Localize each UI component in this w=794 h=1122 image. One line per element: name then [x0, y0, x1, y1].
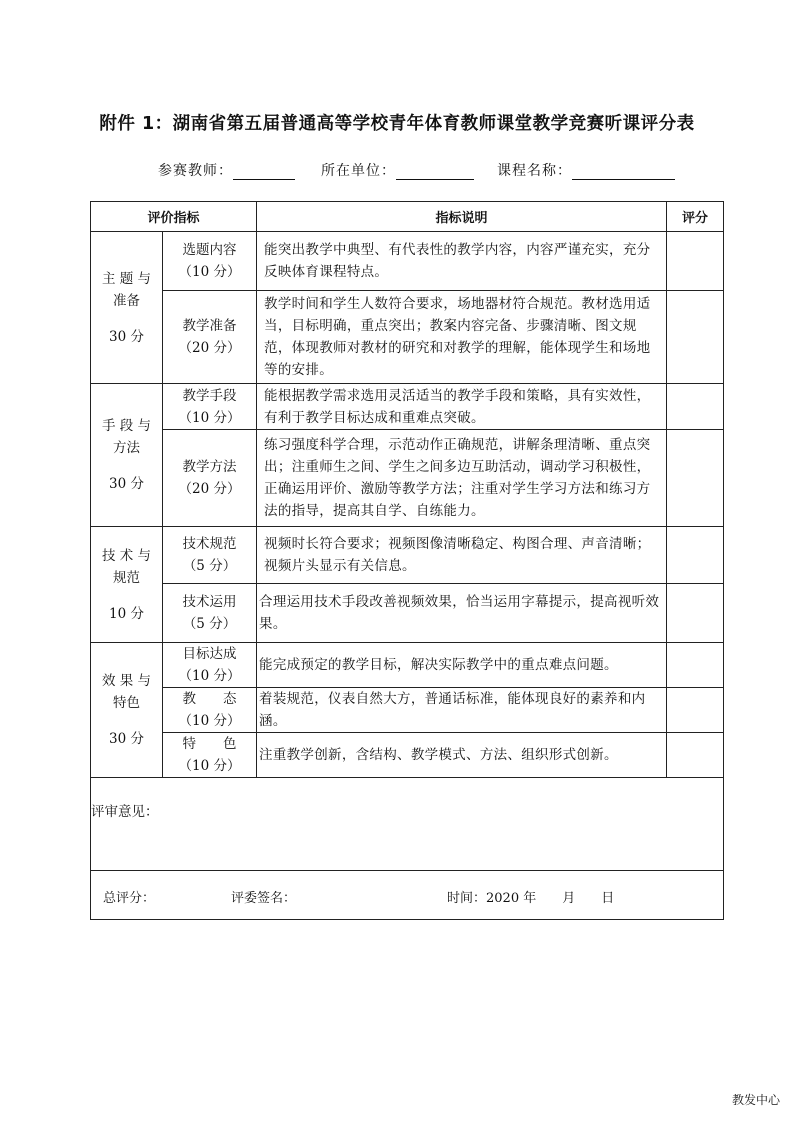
- table-row: [91, 688, 724, 733]
- score-cell[interactable]: [667, 384, 724, 430]
- sub-points: （10 分）: [178, 713, 241, 729]
- table-row: [91, 643, 724, 688]
- course-field[interactable]: [572, 165, 675, 180]
- description-cell: 视频时长符合要求；视频图像清晰稳定、构图合理、声音清晰；视频片头显示有关信息。: [257, 527, 667, 584]
- score-cell[interactable]: [667, 733, 724, 778]
- total-score-label: 总评分：: [103, 891, 156, 906]
- opinion-row: [91, 778, 724, 871]
- sub-criterion: [163, 291, 257, 384]
- sub-points: （10 分）: [178, 758, 241, 774]
- teacher-label: 参赛教师：: [158, 163, 233, 179]
- judge-signature-label: 评委签名：: [231, 891, 297, 906]
- score-cell[interactable]: [667, 688, 724, 733]
- category-points: 30 分: [109, 328, 144, 345]
- sub-points: （10 分）: [178, 409, 241, 426]
- category-name: 主 题 与 准备: [101, 270, 152, 309]
- category-cell: [91, 232, 163, 384]
- table-row: [91, 584, 724, 643]
- header-score: 评分: [667, 202, 724, 232]
- score-cell[interactable]: [667, 527, 724, 584]
- category-name: 技 术 与 规范: [101, 547, 152, 586]
- sub-points: （10 分）: [178, 264, 241, 280]
- category-points: 30 分: [109, 476, 144, 492]
- description-cell: 能突出教学中典型、有代表性的教学内容，内容严谨充实，充分反映体育课程特点。: [257, 232, 667, 291]
- sub-name: 教学手段: [182, 387, 237, 404]
- table-row: [91, 232, 724, 291]
- table-row: [91, 291, 724, 384]
- unit-label: 所在单位：: [321, 163, 396, 179]
- sub-points: （20 分）: [178, 481, 241, 497]
- description-cell: 合理运用技术手段改善视频效果，恰当运用字幕提示，提高视听效果。: [257, 584, 667, 643]
- footer-row: [91, 871, 724, 920]
- sub-criterion: [163, 527, 257, 584]
- category-name: 效 果 与 特色: [101, 673, 152, 711]
- description-cell: 着装规范，仪表自然大方，普通话标准，能体现良好的素养和内涵。: [257, 688, 667, 733]
- header-description: 指标说明: [257, 202, 667, 232]
- sub-criterion: [163, 232, 257, 291]
- description-cell: 注重教学创新，含结构、教学模式、方法、组织形式创新。: [257, 733, 667, 778]
- score-cell[interactable]: [667, 232, 724, 291]
- table-header-row: [91, 202, 724, 232]
- sub-criterion: [163, 688, 257, 733]
- category-points: 30 分: [109, 731, 144, 747]
- sub-points: （10 分）: [178, 668, 241, 684]
- table-row: [91, 384, 724, 430]
- table-row: [91, 430, 724, 527]
- teacher-field[interactable]: [233, 165, 295, 180]
- sub-points: （5 分）: [182, 558, 237, 574]
- time-label: 时间：2020 年 月 日: [447, 891, 615, 906]
- sub-criterion: [163, 430, 257, 527]
- description-cell: 教学时间和学生人数符合要求，场地器材符合规范。教材选用适当，目标明确，重点突出；教案内容完备、步骤清晰、图文规范，体现教师对教材的研究和对教学的理解，能体现学生和场地等的安排。: [257, 291, 667, 384]
- sub-points: （5 分）: [182, 616, 237, 632]
- footer-cell: [91, 871, 724, 920]
- table-row: [91, 733, 724, 778]
- sub-points: （20 分）: [178, 340, 241, 356]
- category-cell: [91, 527, 163, 643]
- course-label: 课程名称：: [497, 163, 572, 179]
- sub-name: 选题内容: [182, 242, 237, 258]
- category-name: 手 段 与 方法: [101, 418, 152, 456]
- score-cell[interactable]: [667, 643, 724, 688]
- opinion-cell[interactable]: [91, 778, 724, 871]
- unit-field[interactable]: [396, 165, 474, 180]
- sub-name: 技术规范: [182, 536, 237, 552]
- sub-criterion: [163, 643, 257, 688]
- page-title: 附件 1：湖南省第五届普通高等学校青年体育教师课堂教学竞赛听课评分表: [99, 114, 695, 134]
- sub-criterion: [163, 733, 257, 778]
- header-criteria: 评价指标: [91, 202, 257, 232]
- table-row: [91, 527, 724, 584]
- sub-name: 特 色: [182, 736, 237, 752]
- sub-name: 教 态: [182, 691, 237, 707]
- sub-criterion: [163, 384, 257, 430]
- sub-name: 教学准备: [182, 318, 237, 334]
- opinion-label: 评审意见：: [91, 804, 159, 820]
- sub-name: 目标达成: [182, 646, 237, 662]
- description-cell: 能完成预定的教学目标，解决实际教学中的重点难点问题。: [257, 643, 667, 688]
- sub-name: 技术运用: [182, 594, 237, 610]
- score-table: [90, 201, 724, 920]
- category-points: 10 分: [109, 605, 144, 622]
- score-cell[interactable]: [667, 291, 724, 384]
- score-cell[interactable]: [667, 430, 724, 527]
- description-cell: 练习强度科学合理，示范动作正确规范，讲解条理清晰、重点突出；注重师生之间、学生之间多边互助活动，调动学习积极性，正确运用评价、激励等教学方法；注重对学生学习方法和练习方法的指导，提高其自学、自练能力。: [257, 430, 667, 527]
- score-cell[interactable]: [667, 584, 724, 643]
- corner-text: 教发中心: [731, 1093, 780, 1107]
- sub-criterion: [163, 584, 257, 643]
- category-cell: [91, 643, 163, 778]
- description-cell: 能根据教学需求选用灵活适当的教学手段和策略，具有实效性，有利于教学目标达成和重难点突破。: [257, 384, 667, 430]
- category-cell: [91, 384, 163, 527]
- sub-name: 教学方法: [182, 459, 237, 475]
